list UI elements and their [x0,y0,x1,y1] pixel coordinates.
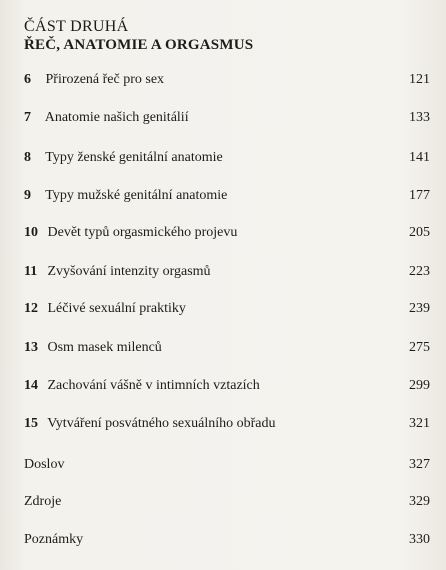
page-number: 205 [409,225,430,240]
chapter-title: Typy mužské genitální anatomie [45,188,228,203]
chapter-number: 10 [24,225,38,240]
chapter-title: Osm masek milenců [47,340,162,355]
chapter-title: Léčivé sexuální praktiky [47,301,186,316]
page-number: 327 [409,457,430,472]
toc-entry [24,186,430,206]
part-title: ŘEČ, ANATOMIE A ORGASMUS [24,37,254,53]
toc-entry [24,338,430,358]
chapter-number: 9 [24,188,31,203]
chapter-number: 12 [24,301,38,316]
chapter-title: Devět typů orgasmického projevu [47,225,238,240]
chapter-number: 15 [24,416,38,431]
chapter-number: 13 [24,340,38,355]
toc-entry [24,108,430,128]
toc-entry [24,70,430,90]
chapter-title: Zvyšování intenzity orgasmů [47,264,211,279]
chapter-number: 6 [24,72,31,87]
chapter-number: 14 [24,378,38,393]
chapter-number: 8 [24,150,31,165]
page-number: 330 [409,532,430,547]
chapter-number: 11 [24,264,38,279]
page-number: 133 [409,110,430,125]
page-number: 141 [409,150,430,165]
toc-entry [24,530,430,550]
page-number: 275 [409,340,430,355]
section-title: Zdroje [24,494,62,509]
page-number: 321 [409,416,430,431]
chapter-title: Zachování vášně v intimních vztazích [47,378,260,393]
section-title: Poznámky [24,532,84,547]
chapter-number: 7 [24,110,31,125]
toc-entry [24,414,430,434]
toc-entry [24,492,430,512]
page-number: 223 [409,264,430,279]
chapter-title: Přirozená řeč pro sex [45,72,165,87]
page-number: 239 [409,301,430,316]
toc-entry [24,223,430,243]
toc-entry [24,148,430,168]
section-title: Doslov [24,457,65,472]
toc-entry [24,262,430,282]
toc-entry [24,376,430,396]
chapter-title: Anatomie našich genitálií [44,110,189,125]
chapter-title: Typy ženské genitální anatomie [45,150,223,165]
page-number: 177 [409,188,430,203]
page-number: 121 [409,72,430,87]
toc-entry [24,299,430,319]
chapter-title: Vytváření posvátného sexuálního obřadu [47,416,276,431]
toc-entry [24,455,430,475]
page-number: 329 [409,494,430,509]
part-label: ČÁST DRUHÁ [24,18,129,35]
page-number: 299 [409,378,430,393]
